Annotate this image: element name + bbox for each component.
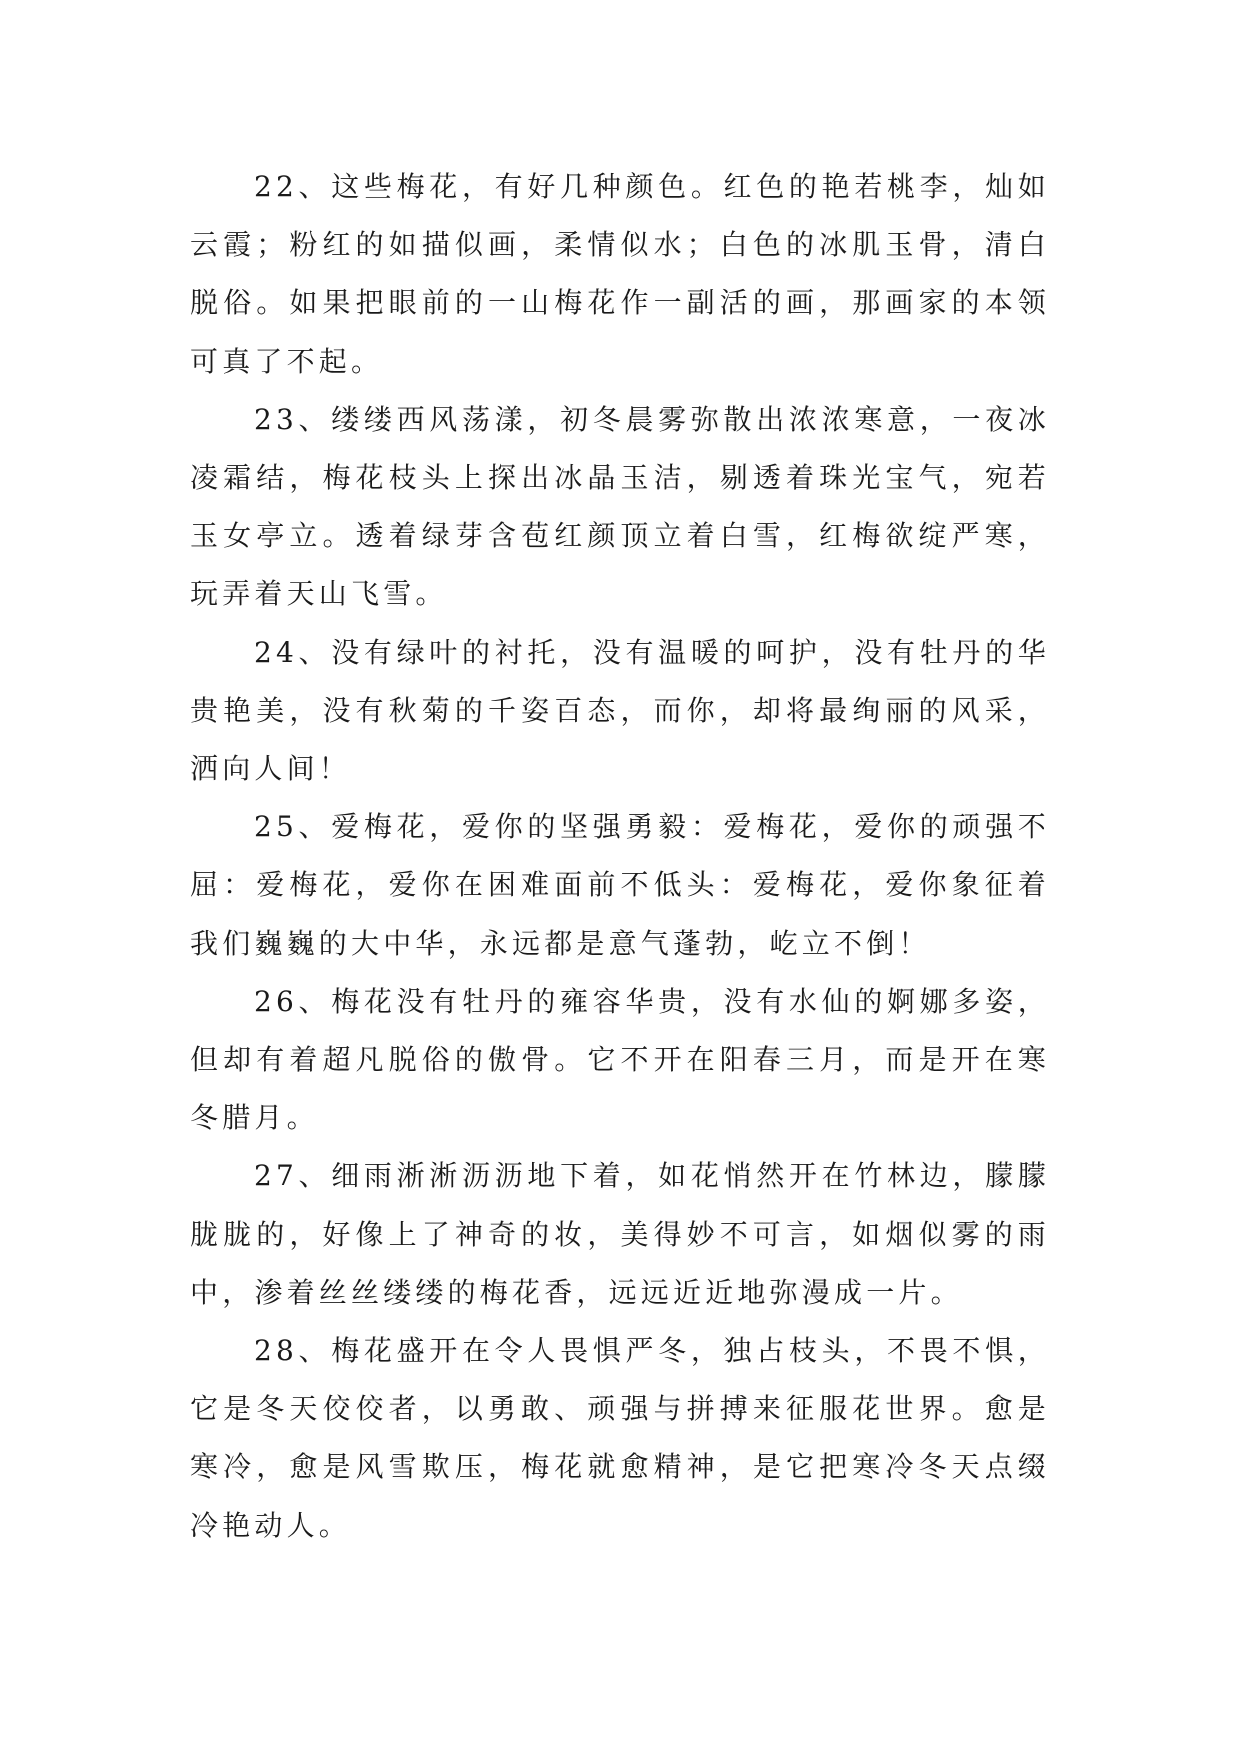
document-body [190, 158, 1050, 1555]
paragraph-25: 25、爱梅花，爱你的坚强勇毅：爱梅花，爱你的顽强不屈：爱梅花，爱你在困难面前不低头：爱梅花，爱你象征着我们巍巍的大中华，永远都是意气蓬勃，屹立不倒！ [190, 810, 1050, 960]
paragraph-23: 23、缕缕西风荡漾，初冬晨雾弥散出浓浓寒意，一夜冰凌霜结，梅花枝头上探出冰晶玉洁，剔透着珠光宝气，宛若玉女亭立。透着绿芽含苞红颜顶立着白雪，红梅欲绽严寒，玩弄着天山飞雪。 [190, 402, 1050, 611]
paragraph-24: 24、没有绿叶的衬托，没有温暖的呵护，没有牡丹的华贵艳美，没有秋菊的千姿百态，而你，却将最绚丽的风采，洒向人间！ [190, 635, 1050, 786]
paragraph-22: 22、这些梅花，有好几种颜色。红色的艳若桃李，灿如云霞；粉红的如描似画，柔情似水；白色的冰肌玉骨，清白脱俗。如果把眼前的一山梅花作一副活的画，那画家的本领可真了不起。 [190, 170, 1050, 378]
paragraph-28: 28、梅花盛开在令人畏惧严冬，独占枝头，不畏不惧，它是冬天佼佼者，以勇敢、顽强与拼搏来征服花世界。愈是寒冷，愈是风雪欺压，梅花就愈精神，是它把寒冷冬天点缀冷艳动人。 [190, 1334, 1050, 1542]
paragraph-26: 26、梅花没有牡丹的雍容华贵，没有水仙的婀娜多姿，但却有着超凡脱俗的傲骨。它不开在阳春三月，而是开在寒冬腊月。 [190, 984, 1050, 1135]
paragraph-27: 27、细雨淅淅沥沥地下着，如花悄然开在竹林边，朦朦胧胧的，好像上了神奇的妆，美得妙不可言，如烟似雾的雨中，渗着丝丝缕缕的梅花香，远远近近地弥漫成一片。 [190, 1159, 1050, 1309]
